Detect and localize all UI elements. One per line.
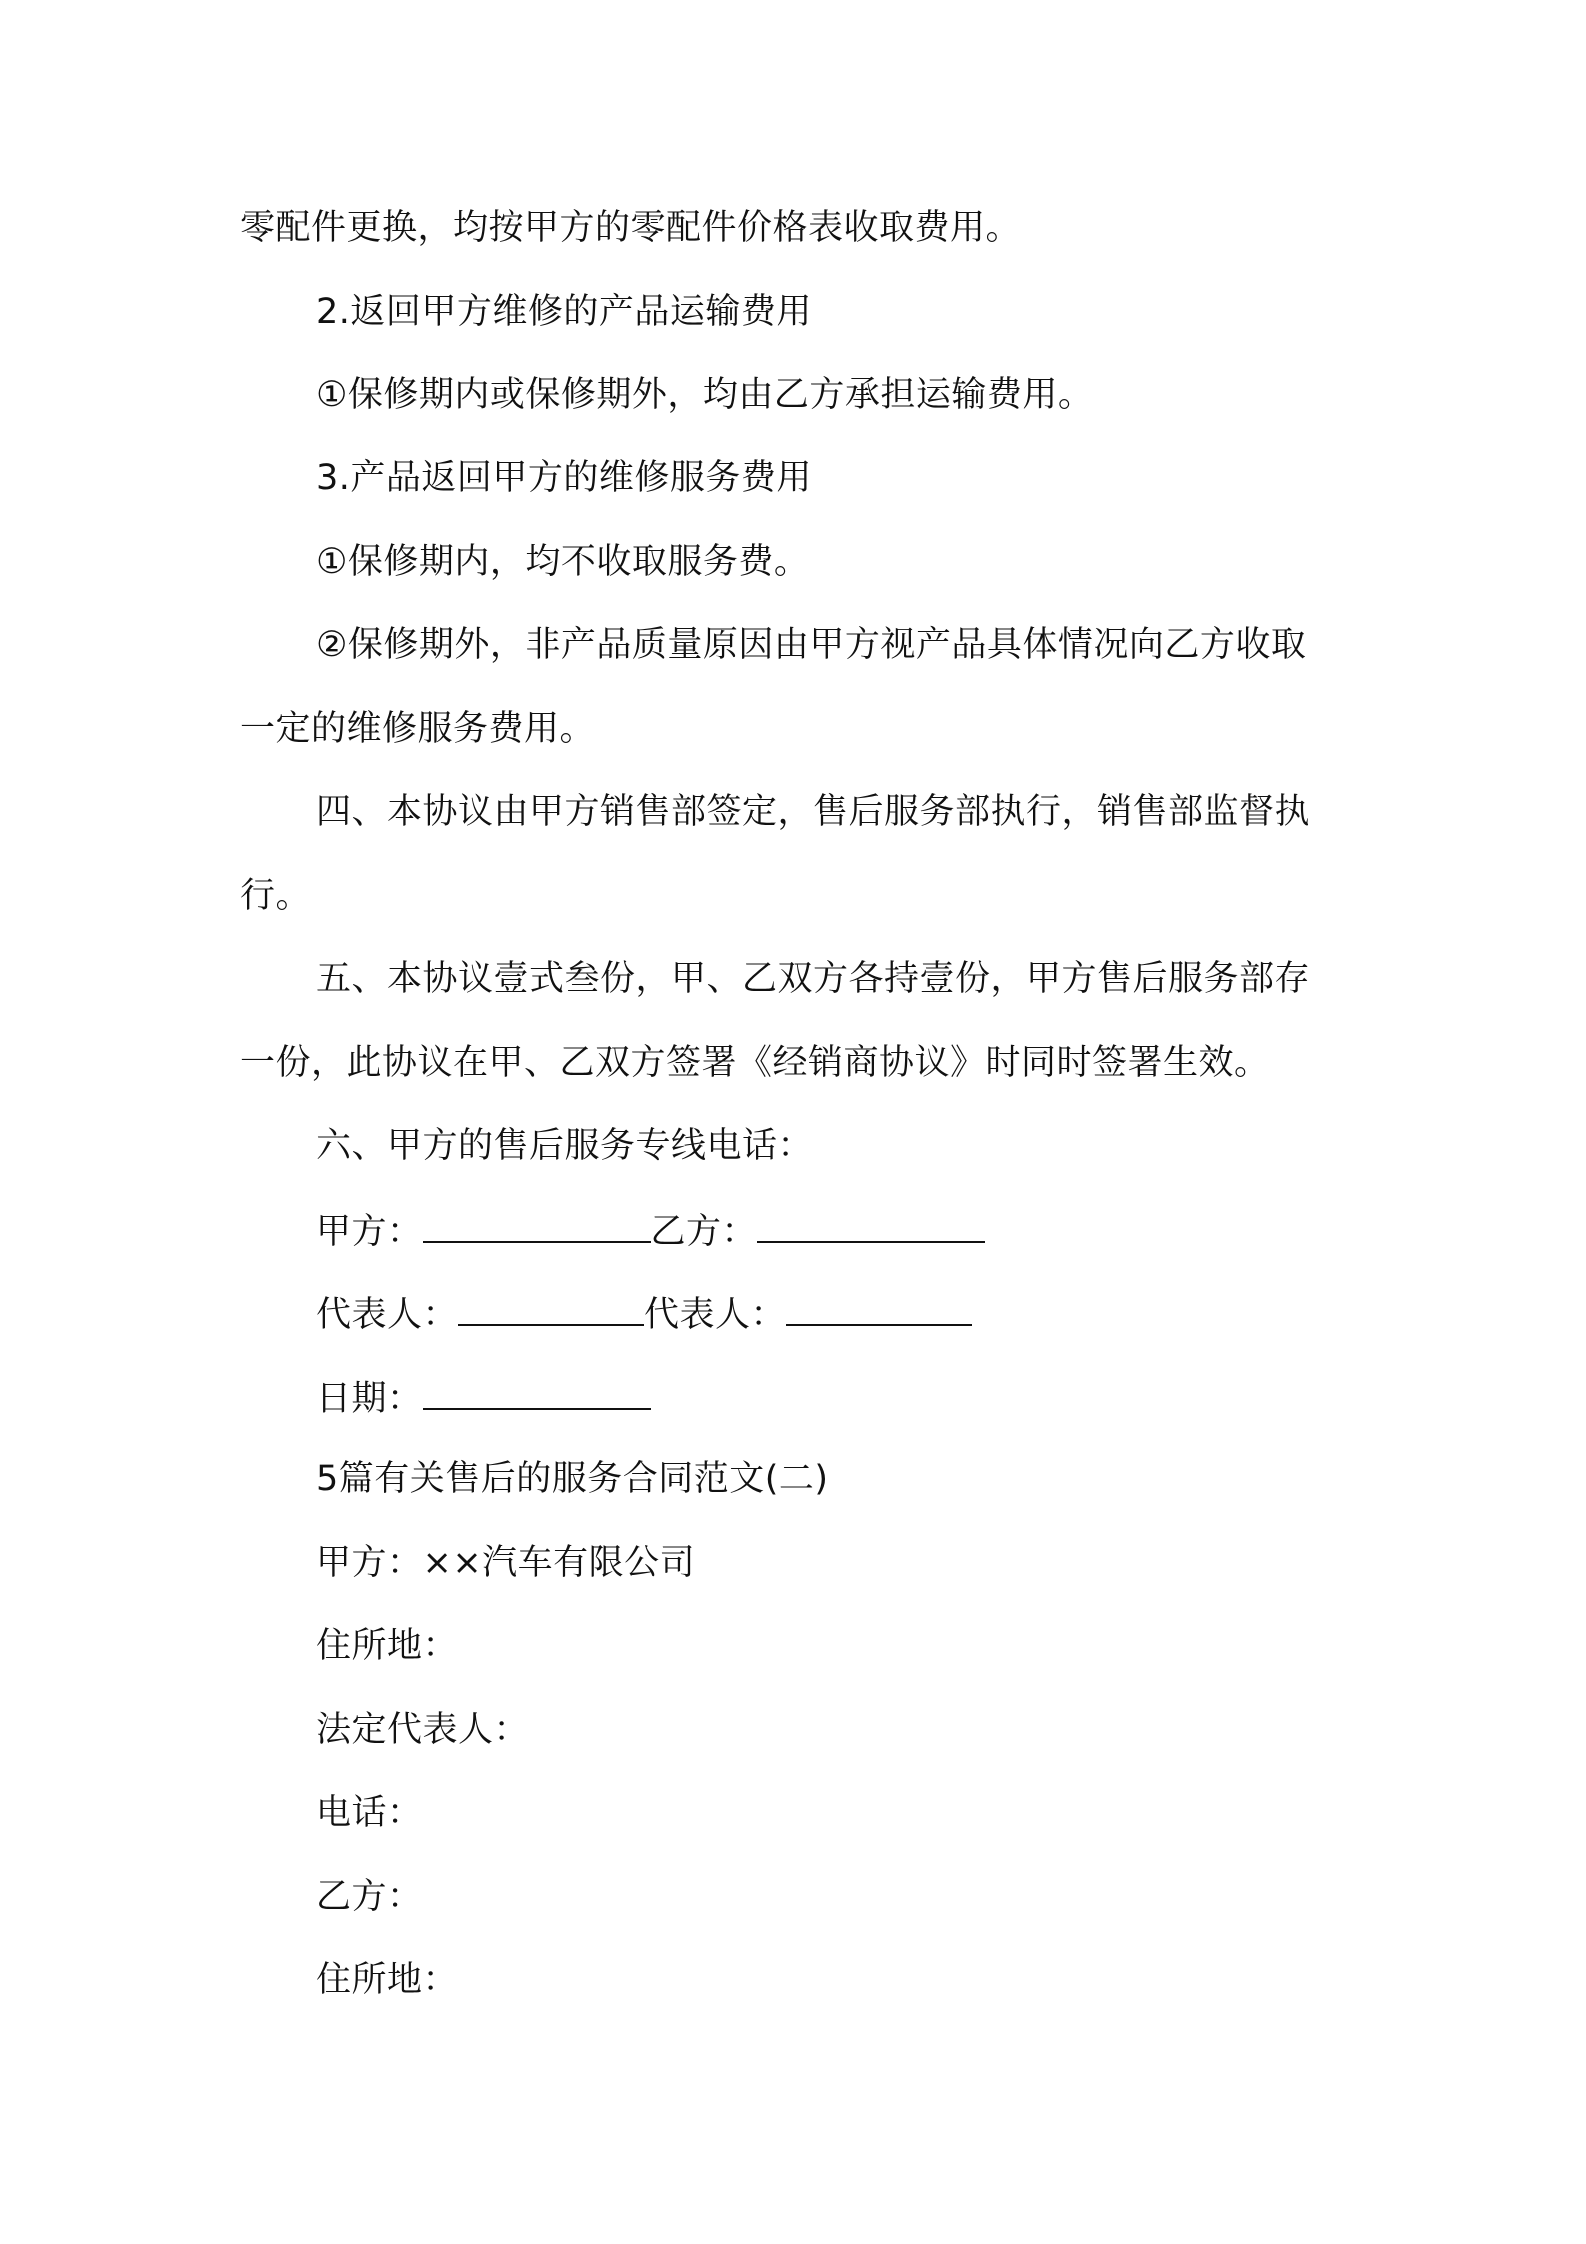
paragraph-line: ①保修期内或保修期外，均由乙方承担运输费用。 — [316, 375, 1094, 415]
clause-heading: 3.产品返回甲方的维修服务费用 — [316, 458, 812, 498]
signature-parties-line — [316, 1207, 985, 1254]
contract-field: 电话： — [316, 1793, 423, 1833]
section-title: 5篇有关售后的服务合同范文(二) — [316, 1459, 829, 1499]
party-a-label: 甲方： — [316, 1212, 423, 1252]
rep-b-label: 代表人： — [644, 1295, 787, 1335]
date-label: 日期： — [316, 1379, 423, 1419]
contract-field: 住所地： — [316, 1626, 459, 1666]
contract-field: 乙方： — [316, 1877, 423, 1917]
clause-heading: 2.返回甲方维修的产品运输费用 — [316, 292, 812, 332]
paragraph-line: 一定的维修服务费用。 — [240, 709, 596, 749]
contract-field: 法定代表人： — [316, 1710, 530, 1750]
date-blank — [423, 1374, 651, 1410]
party-b-label: 乙方： — [650, 1212, 758, 1252]
paragraph-line: 六、甲方的售后服务专线电话： — [316, 1126, 814, 1166]
party-a-blank — [423, 1207, 651, 1243]
paragraph-line: ①保修期内，均不收取服务费。 — [316, 542, 810, 582]
paragraph-line: 一份，此协议在甲、乙双方签署《经销商协议》时同时签署生效。 — [240, 1043, 1270, 1083]
paragraph-line: 行。 — [240, 876, 312, 916]
paragraph-line: 四、本协议由甲方销售部签定，售后服务部执行，销售部监督执 — [316, 792, 1311, 832]
paragraph-line: 五、本协议壹式叁份，甲、乙双方各持壹份，甲方售后服务部存 — [316, 959, 1311, 999]
signature-date-line — [316, 1374, 651, 1421]
contract-field: 住所地： — [316, 1960, 459, 2000]
rep-b-blank — [786, 1290, 972, 1326]
contract-field: 甲方：××汽车有限公司 — [316, 1543, 696, 1583]
rep-a-blank — [458, 1290, 644, 1326]
party-b-blank — [757, 1207, 985, 1243]
rep-a-label: 代表人： — [316, 1295, 459, 1335]
paragraph-line: 零配件更换，均按甲方的零配件价格表收取费用。 — [240, 208, 1022, 248]
paragraph-line: ②保修期外，非产品质量原因由甲方视产品具体情况向乙方收取 — [316, 625, 1307, 665]
signature-representatives-line — [316, 1290, 972, 1337]
